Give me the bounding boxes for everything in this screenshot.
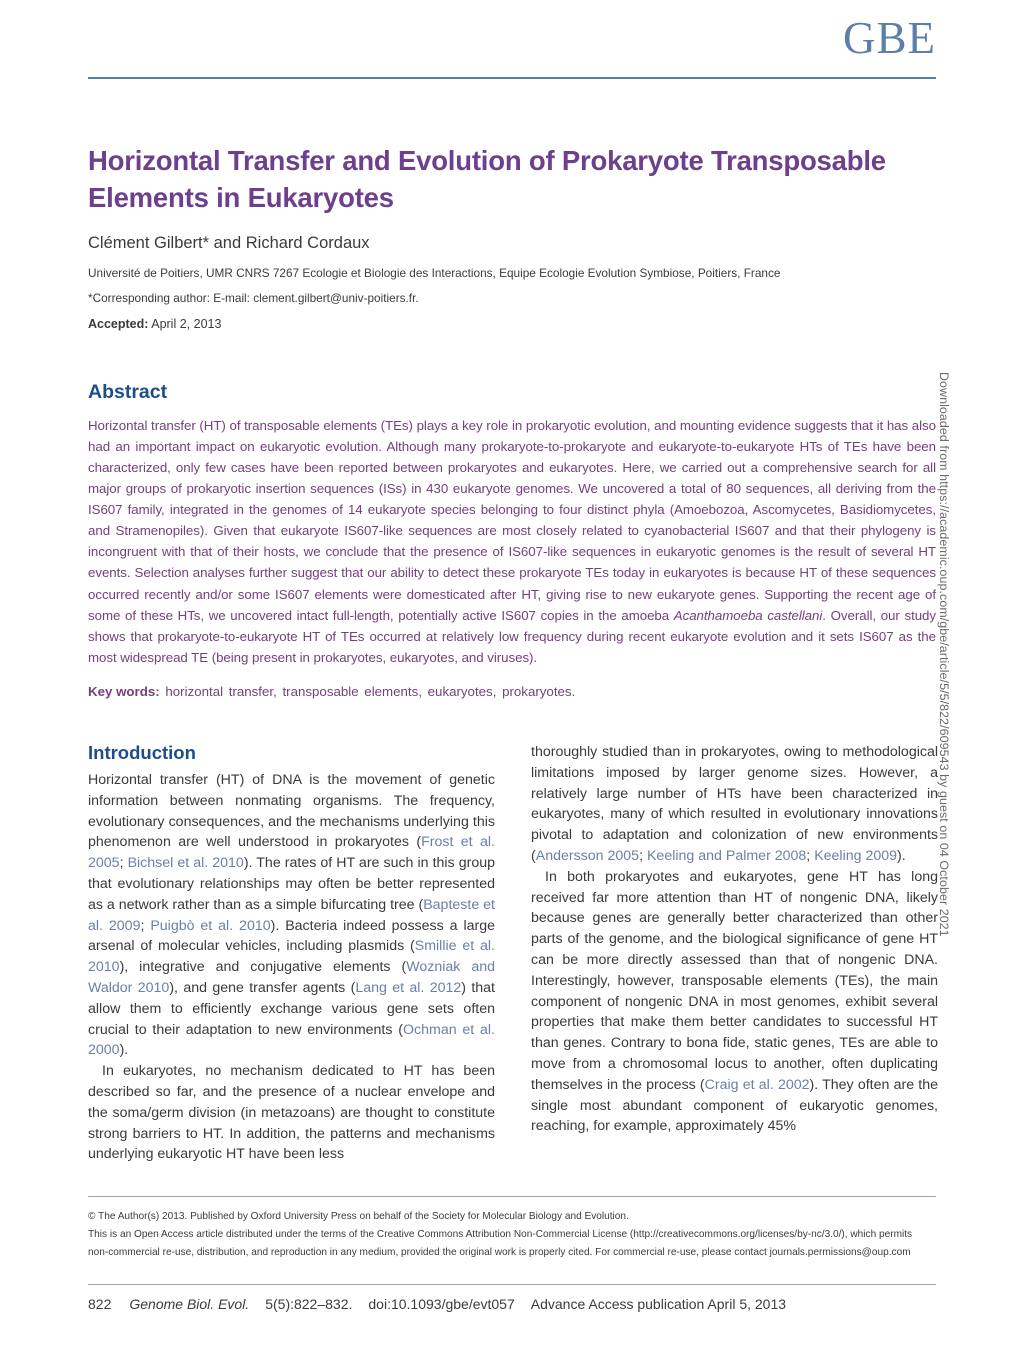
- citation-smillie-2010[interactable]: Smillie et al. 2010: [88, 938, 495, 976]
- abstract-body: [88, 415, 936, 668]
- intro-right-text-b: ;: [639, 847, 647, 864]
- intro-paragraph-4: [531, 867, 938, 1137]
- intro-right-text-f: ). They often are the single most abundant component of eukaryotic genomes, reaching, for example, approximately 45%: [531, 1076, 938, 1135]
- title-block: [88, 143, 938, 331]
- license-line-2: non-commercial re-use, distribution, and reproduction in any medium, provided the original work is properly cited. For commercial re-use, please contact journals.permissions@oup.com: [88, 1246, 911, 1258]
- intro-text-a: Horizontal transfer (HT) of DNA is the movement of genetic information between nonmating organisms. The frequency, evolutionary consequences, and the mechanisms underlying this phenomenon are well understood in prokaryotes (: [88, 772, 495, 851]
- affiliation: Université de Poitiers, UMR CNRS 7267 Ecologie et Biologie des Interactions, Equipe Ecologie Evolution Symbiose, Poitiers, France: [88, 266, 781, 281]
- abstract-part-2: . Overall, our study shows that prokaryote-to-eukaryote HT of TEs occurred at relatively low frequency during recent eukaryote evolution and it sets IS607 as the most widespread TE (being present in prokaryotes, eukaryotes, and viruses).: [88, 607, 936, 665]
- footer-citation: [88, 1296, 936, 1312]
- intro-text-h: ) that allow them to efficiently exchange various gene sets often crucial to their adaptation to new environments (: [88, 979, 495, 1038]
- intro-right-text-e: In both prokaryotes and eukaryotes, gene HT has long received far more attention than HT of nongenic DNA, likely because genes are generally better characterized than other parts of the genome, and the biological significance of gene HT can be more directly assessed than that of nongenic DNA. Interestingly, however, transposable elements (TEs), the main component of nongenic DNA in most genomes, exhibit several properties that make them better candidates to successful HT than genes. Contrary to bona fide, static genes, TEs are able to move from a chromosomal locus to another, often duplicating themselves in the process (: [531, 868, 938, 1093]
- keywords-line: [88, 681, 936, 702]
- journal-logo: GBE: [843, 13, 936, 63]
- journal-name: Genome Biol. Evol.: [129, 1296, 250, 1312]
- intro-right-text-a: thoroughly studied than in prokaryotes, owing to methodological limitations imposed by larger genome sizes. However, a relatively large number of HTs have been characterized in eukaryotes, many of which resulted in evolutionary innovations pivotal to adaptation and colonization of new environments (: [531, 744, 938, 864]
- accepted-line: [88, 317, 938, 331]
- citation-keeling-palmer-2008[interactable]: Keeling and Palmer 2008: [646, 847, 807, 864]
- download-stamp: Downloaded from https://academic.oup.com/gbe/article/5/5/822/609543 by guest on 04 October 2021: [937, 372, 951, 937]
- citation-andersson-2005[interactable]: Andersson 2005: [535, 847, 640, 864]
- citation-puigbo-2010[interactable]: Puigbò et al. 2010: [150, 917, 271, 934]
- citation-craig-2002[interactable]: Craig et al. 2002: [704, 1076, 810, 1093]
- column-right: [531, 742, 938, 1137]
- page-number: 822: [88, 1296, 112, 1312]
- footer-divider-bottom: [88, 1284, 936, 1285]
- intro-text-g: ), and gene transfer agents (: [169, 979, 356, 996]
- footer-divider-top: [88, 1196, 936, 1197]
- license-line-1: This is an Open Access article distributed under the terms of the Creative Commons Attribution Non-Commercial License (http://creativecommons.org/licenses/by-nc/3.0/), which permits: [88, 1228, 913, 1240]
- intro-text-d: ;: [140, 917, 151, 934]
- page-title: Horizontal Transfer and Evolution of Prokaryote Transposable Elements in Eukaryotes: [88, 145, 886, 213]
- citation-frost-2005[interactable]: Frost et al. 2005: [88, 834, 495, 872]
- intro-paragraph-2: In eukaryotes, no mechanism dedicated to HT has been described so far, and the presence of a nuclear envelope and the soma/germ division (in metazoans) are thought to constitute strong barriers to HT. In addition, the patterns and mechanisms underlying eukaryotic HT have been less: [88, 1063, 495, 1163]
- citation-bichsel-2010[interactable]: Bichsel et al. 2010: [127, 855, 244, 872]
- citation-wozniak-waldor-2010[interactable]: Wozniak and Waldor 2010: [88, 959, 495, 996]
- accepted-date: April 2, 2013: [151, 316, 222, 331]
- copyright-line: © The Author(s) 2013. Published by Oxford University Press on behalf of the Society for Molecular Biology and Evolution.: [88, 1211, 629, 1222]
- intro-text-i: ).: [119, 1042, 129, 1059]
- author-list: Clément Gilbert* and Richard Cordaux: [88, 234, 370, 253]
- intro-paragraph-3: [531, 742, 938, 867]
- citation-keeling-2009[interactable]: Keeling 2009: [814, 847, 898, 864]
- abstract-species-name: Acanthamoeba castellani: [673, 607, 823, 623]
- body-columns: [88, 742, 938, 1182]
- section-heading-introduction: Introduction: [88, 742, 196, 763]
- intro-text-f: ), integrative and conjugative elements (: [119, 959, 407, 976]
- keywords-label: Key words:: [88, 683, 160, 699]
- advance-access: Advance Access publication April 5, 2013: [530, 1296, 787, 1312]
- intro-paragraph-1: [88, 770, 495, 1061]
- intro-text-b: ;: [119, 855, 128, 872]
- intro-right-text-d: ).: [897, 847, 906, 864]
- doi: doi:10.1093/gbe/evt057: [368, 1296, 515, 1312]
- abstract-heading: Abstract: [88, 381, 168, 403]
- intro-text-e: ). Bacteria indeed possess a large arsenal of molecular vehicles, including plasmids (: [88, 917, 495, 955]
- accepted-label: Accepted:: [88, 316, 149, 331]
- footer-legal-block: [88, 1208, 940, 1262]
- volume-pages: 5(5):822–832.: [265, 1296, 353, 1312]
- intro-text-c: ). The rates of HT are such in this group that evolutionary relationships may often be better represented as a network rather than as a simple bifurcating tree (: [88, 855, 495, 913]
- column-left: [88, 742, 495, 1165]
- keywords-value: horizontal transfer, transposable elements, eukaryotes, prokaryotes.: [165, 683, 576, 699]
- abstract-part-1: Horizontal transfer (HT) of transposable elements (TEs) plays a key role in prokaryotic evolution, and mounting evidence suggests that it has also had an important impact on eukaryotic evolution. Although many prokaryote-to-prokaryote and eukaryote-to-eukaryote HTs of TEs have been characterized, only few cases have been reported between prokaryotes and eukaryotes. Here, we carried out a comprehensive search for all major groups of prokaryotic insertion sequences (ISs) in 430 eukaryote genomes. We uncovered a total of 80 sequences, all deriving from the IS607 family, integrated in the genomes of 14 eukaryote species belonging to four distinct phyla (Amoebozoa, Ascomycetes, Basidiomycetes, and Stramenopiles). Given that eukaryote IS607-like sequences are most closely related to cyanobacterial IS607 and that their phylogeny is incongruent with that of their hosts, we conclude that the presence of IS607-like sequences in eukaryotic genomes is the result of several HT events. Selection analyses further suggest that our ability to detect these prokaryote TEs today in eukaryotes is because HT of these sequences occurred recently and/or some IS607 elements were domesticated after HT, giving rise to new eukaryote genes. Supporting the recent age of some of these HTs, we uncovered intact full-length, potentially active IS607 copies in the amoeba: [88, 418, 936, 623]
- citation-ochman-2000[interactable]: Ochman et al. 2000: [88, 1021, 495, 1059]
- citation-lang-2012[interactable]: Lang et al. 2012: [355, 979, 462, 996]
- intro-right-text-c: ;: [806, 847, 815, 864]
- abstract-block: [88, 381, 936, 702]
- masthead-divider: [88, 77, 936, 79]
- corresponding-author: *Corresponding author: E-mail: clement.gilbert@univ-poitiers.fr.: [88, 290, 419, 305]
- masthead: [88, 13, 936, 78]
- citation-bapteste-2009[interactable]: Bapteste et al. 2009: [88, 896, 495, 934]
